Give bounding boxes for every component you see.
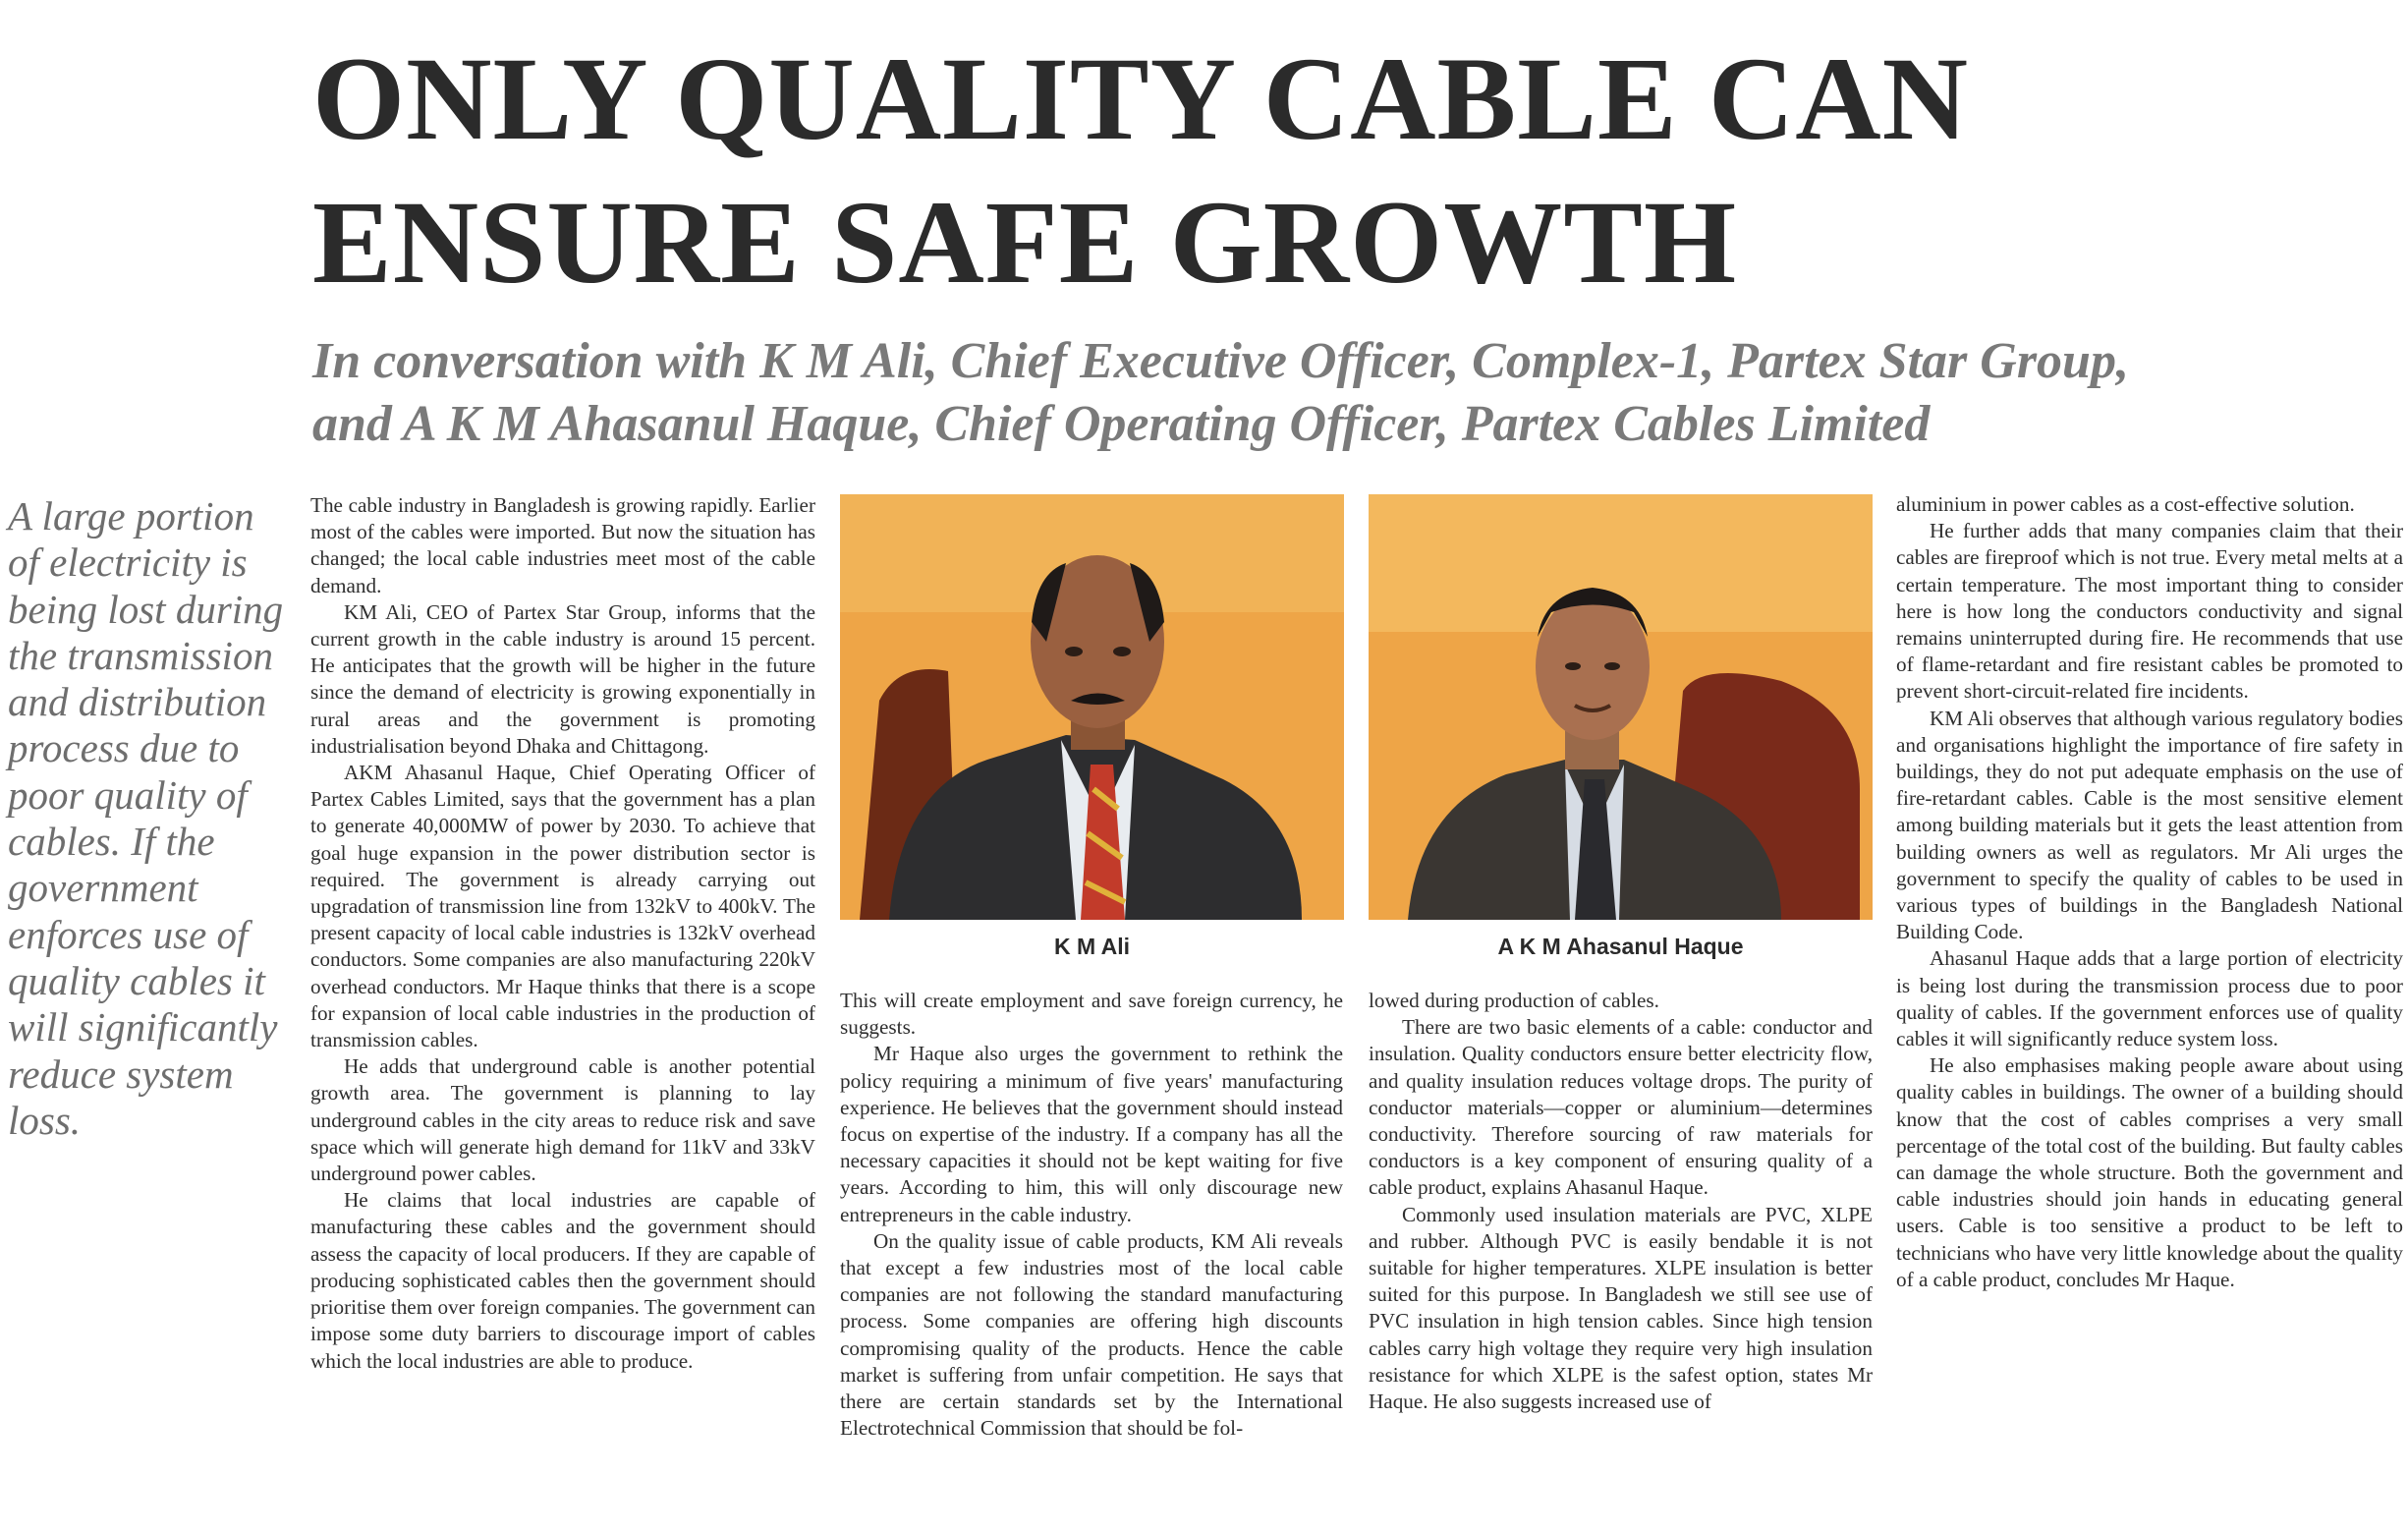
portrait-illustration (840, 494, 1344, 920)
photo-akm-ahasanul-haque (1369, 494, 1873, 920)
photo-km-ali (840, 494, 1344, 920)
caption-km-ali: K M Ali (1053, 934, 1131, 959)
text-column-2 (840, 988, 1343, 1508)
paragraph: He claims that local industries are capable of manufacturing these cables and the government should assess the capacity of local producers. If they are capable of producing sophisticated cables then the government should prioritise them over foreign companies. The government can impose some duty barriers to discourage import of cables which the local industries are able to produce. (310, 1188, 815, 1373)
headline-line-2: ENSURE SAFE GROWTH (312, 177, 1738, 309)
paragraph: KM Ali observes that although various regulatory bodies and organisations highlight the importance of fire safety in buildings, they do not put adequate emphasis on the use of fire-retardant cables. Cable is the most sensitive element among building materials but it gets the least attention from building owners as well as regulators. Mr Ali urges the government to specify the quality of cables to be used in various types of buildings in the Bangladesh National Building Code. (1896, 706, 2403, 944)
subheadline-line-1: In conversation with K M Ali, Chief Executive Officer, Complex-1, Partex Star Group, (312, 333, 2129, 389)
paragraph: Ahasanul Haque adds that a large portion of electricity is being lost during the transmission process due to poor quality of cables. If the government enforces use of quality cables it will significantly reduce system loss. (1896, 946, 2403, 1051)
headline-line-1: ONLY QUALITY CABLE CAN (312, 33, 1970, 165)
paragraph: He further adds that many companies claim that their cables are fireproof which is not true. Every metal melts at a certain temperature. The most important thing to consider here is how long the conductors conductivity and signal remains uninterrupted during fire. He recommends that use of flame-retardant and fire resistant cables be promoted to prevent short-circuit-related fire incidents. (1896, 519, 2403, 704)
paragraph: Mr Haque also urges the government to rethink the policy requiring a minimum of five years' manufacturing experience. He believes that the government should instead focus on expertise of the industry. If a company has all the necessary capacities it should not be kept waiting for five years. According to him, this will only discourage new entrepreneurs in the cable industry. (840, 1042, 1343, 1226)
paragraph: He adds that underground cable is another potential growth area. The government is planning to lay underground cables in the city areas to reduce risk and save space which will generate high demand for 11kV and 33kV underground power cables. (310, 1054, 815, 1186)
paragraph: This will create employment and save foreign currency, he suggests. (840, 989, 1343, 1040)
paragraph: There are two basic elements of a cable: conductor and insulation. Quality conductors ensure better electricity flow, and quality insulation reduces voltage drops. The purity of conductor materials—copper or aluminium—determines conductivity. Therefore sourcing of raw materials for conductors is a key component of ensuring quality of a cable product, explains Ahasanul Haque. (1369, 1015, 1873, 1200)
paragraph: On the quality issue of cable products, KM Ali reveals that except a few industries most of the local cable companies are not following the standard manufacturing process. Some companies are offering high discounts compromising quality of the products. Hence the cable market is suffering from unfair competition. He says that there are certain standards set by the International Electrotechnical Commission that should be fol- (840, 1228, 1343, 1441)
pull-quote (8, 493, 288, 1144)
headline (312, 28, 2376, 314)
paragraph: Commonly used insulation materials are PVC, XLPE and rubber. Although PVC is easily bendable it is not suitable for higher temperatures. XLPE insulation is better suited for this purpose. In Bangladesh we still see use of PVC insulation in high tension cables. Since high tension cables carry high voltage they require very high insulation resistance for which XLPE is the safest option, states Mr Haque. He also suggests increased use of (1369, 1202, 1873, 1414)
portrait-illustration (1369, 494, 1873, 920)
paragraph: AKM Ahasanul Haque, Chief Operating Officer of Partex Cables Limited, says that the government has a plan to generate 40,000MW of power by 2030. To achieve that goal huge expansion in the power distribution sector is required. The government is already carrying out upgradation of transmission line from 132kV to 400kV. The present capacity of local cable industries is 132kV overhead conductors. Some companies are also manufacturing 220kV overhead conductors. Mr Haque thinks that there is a scope for expansion of local cable industries in the production of transmission cables. (310, 761, 815, 1052)
text-column-3 (1369, 988, 1873, 1508)
paragraph: lowed during production of cables. (1369, 989, 1659, 1012)
paragraph: aluminium in power cables as a cost-effective solution. (1896, 492, 2355, 516)
paragraph: KM Ali, CEO of Partex Star Group, informs that the current growth in the cable industry is around 15 percent. He anticipates that the growth will be higher in the future since the demand of electricity is growing exponentially in rural areas and the government is promoting industrialisation beyond Dhaka and Chittagong. (310, 599, 815, 758)
pull-quote-text: A large portion of electricity is being lost during the transmission and distribution process due to poor quality of cables. If the government enforces use of quality cables it will significantly reduce system loss. (8, 493, 284, 1143)
paragraph: He also emphasises making people aware about using quality cables in buildings. The owner of a building should know that the cost of cables comprises a very small percentage of the total cost of the building. But faulty cables can damage the whole structure. Both the government and cable industries should join hands in educating general users. Cable is too sensitive a product to be left to technicians who have very little knowledge about the quality of a cable product, concludes Mr Haque. (1896, 1053, 2403, 1291)
text-column-4 (1896, 491, 2403, 1513)
subheadline-line-2: and A K M Ahasanul Haque, Chief Operating Officer, Partex Cables Limited (312, 396, 1931, 452)
caption-akm-ahasanul-haque: A K M Ahasanul Haque (1497, 934, 1744, 959)
subheadline (312, 330, 2385, 456)
text-column-1 (310, 492, 815, 1509)
paragraph: The cable industry in Bangladesh is growing rapidly. Earlier most of the cables were imported. But now the situation has changed; the local cable industries meet most of the cable demand. (310, 493, 815, 597)
